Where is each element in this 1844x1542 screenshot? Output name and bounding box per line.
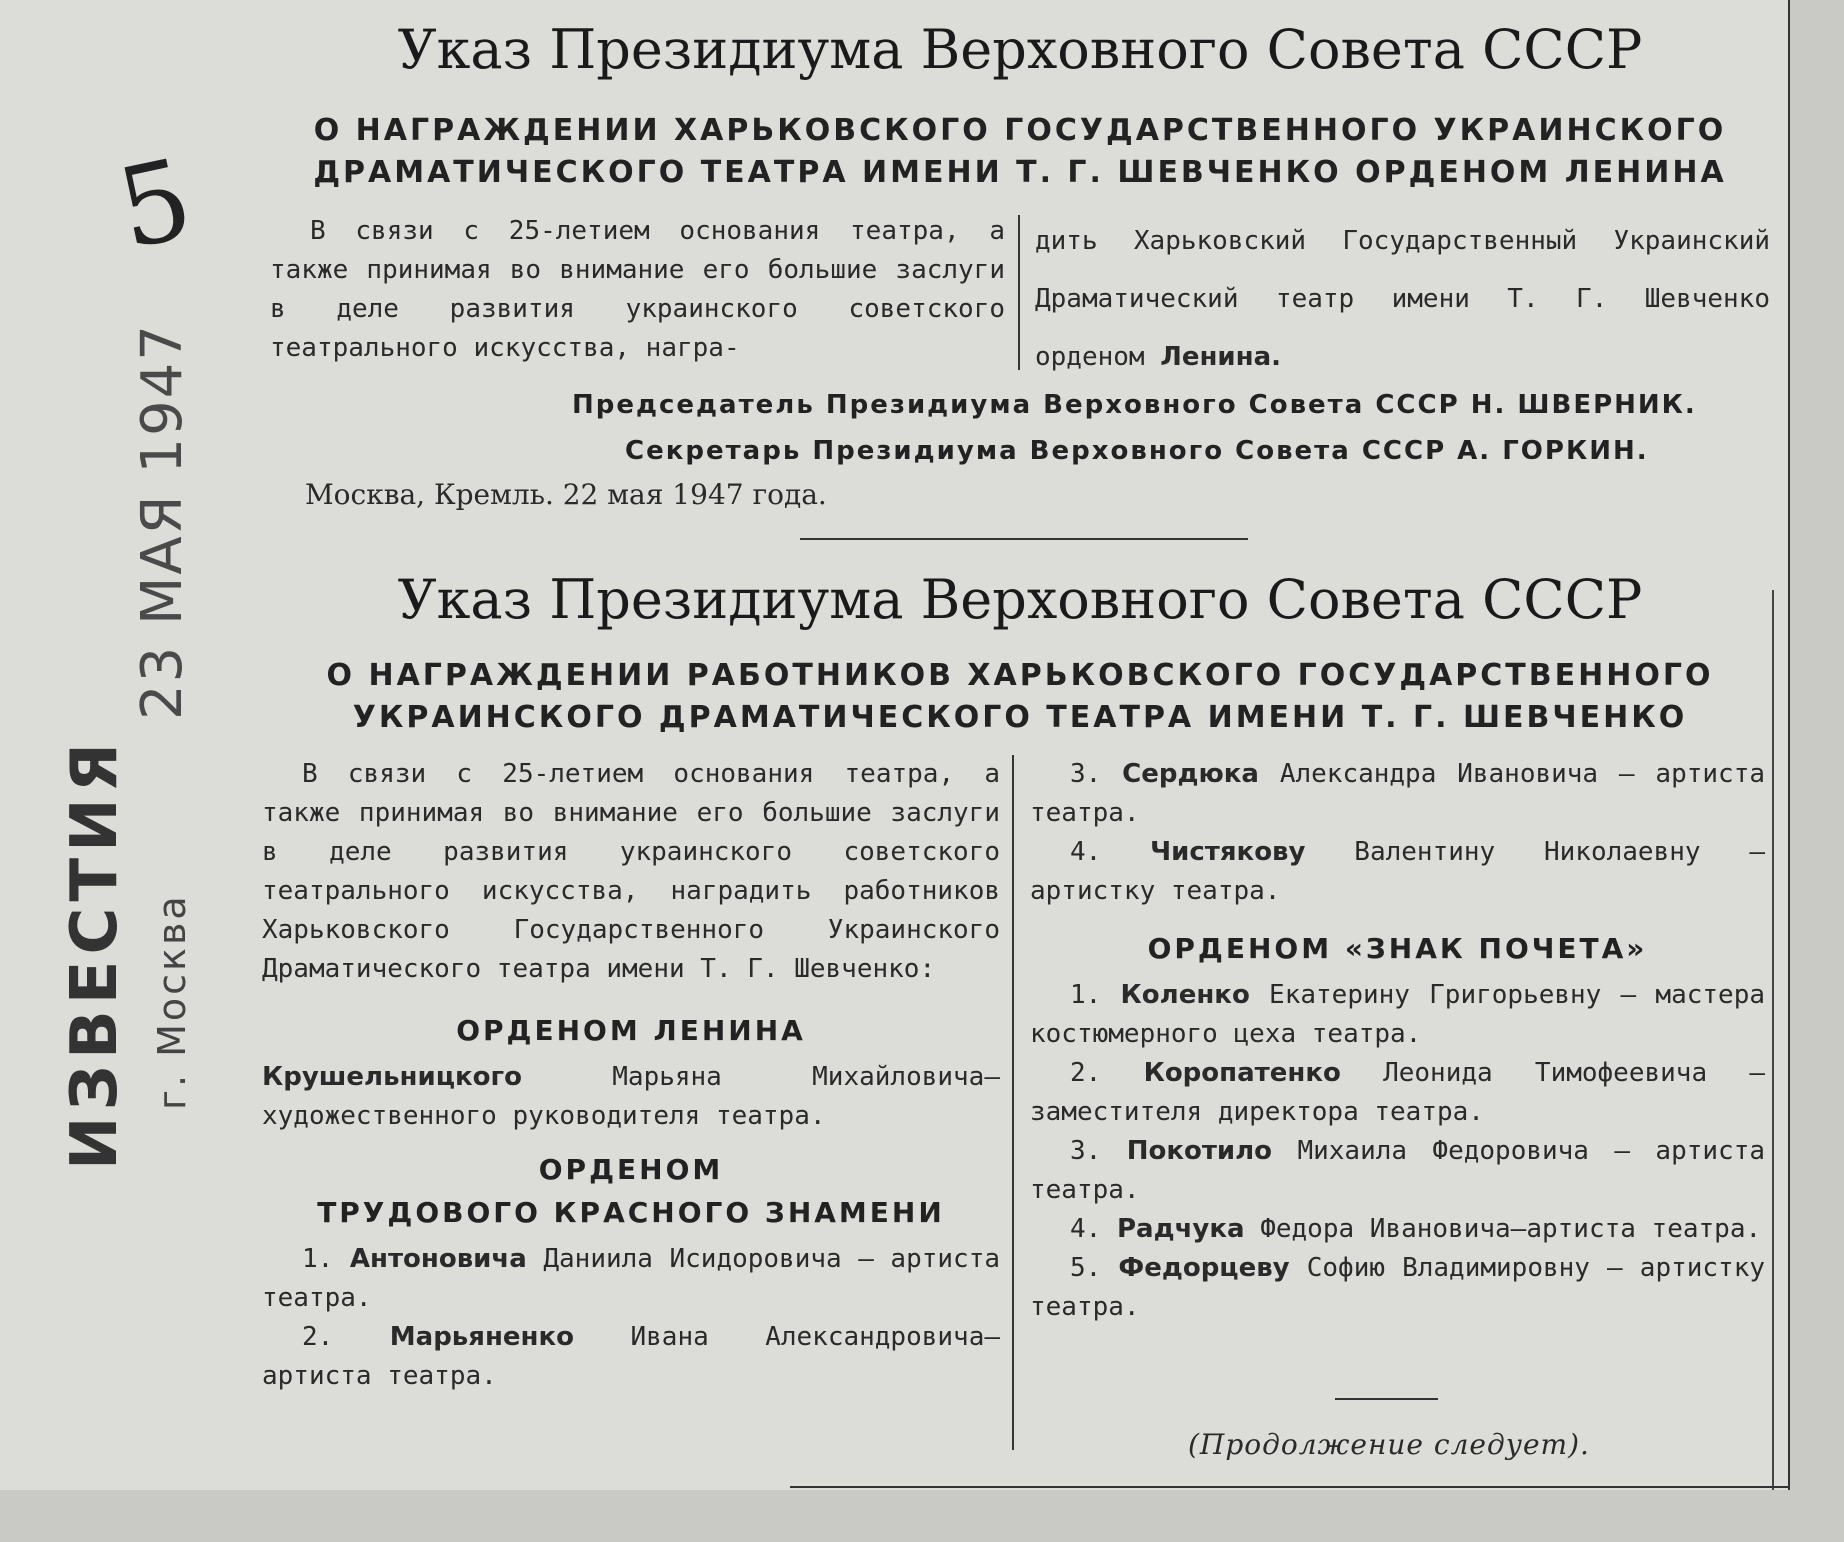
znak-awardee-1: 1. Коленко Екатерину Григорьевну — мастера костюмерного цеха театра.	[1030, 980, 1766, 1049]
order-trud-heading-1: ОРДЕНОМ	[538, 1153, 724, 1186]
decree1-text-right	[1035, 212, 1770, 386]
decree1-text-left	[270, 212, 1005, 368]
lenin-awardee: Крушельницкого Марьяна Михайловича— художественного руководителя театра.	[262, 1062, 1000, 1131]
continued-note: (Продолжение следует).	[1188, 1428, 1590, 1461]
decree1-paragraph-left: В связи с 25-летием основания театра, а также принимая во внимание его большие заслуги в деле развития украинского советского театрального искусства, награ-	[270, 216, 1005, 363]
date-stamp: 23 МАЯ 1947	[130, 323, 195, 720]
trud-awardee-4: 4. Чистякову Валентину Николаевну — артистку театра.	[1030, 837, 1766, 906]
order-trud-heading-2: ТРУДОВОГО КРАСНОГО ЗНАМЕНИ	[317, 1196, 945, 1229]
trud-awardee-1: 1. Антоновича Даниила Исидоровича — артиста театра.	[262, 1244, 1001, 1313]
right-border	[1788, 0, 1790, 1490]
decree2-left-column	[262, 755, 1000, 1396]
decree1-subtitle-line2: ДРАМАТИЧЕСКОГО ТЕАТРА ИМЕНИ Т. Г. ШЕВЧЕНКО ОРДЕНОМ ЛЕНИНА	[313, 155, 1727, 190]
decree1-paragraph-right: дить Харьковский Государственный Украинский Драматический театр имени Т. Г. Шевченко орденом	[1035, 226, 1770, 372]
decree2-subtitle-line1: О НАГРАЖДЕНИИ РАБОТНИКОВ ХАРЬКОВСКОГО ГОСУДАРСТВЕННОГО	[326, 658, 1714, 693]
decree1-title: Указ Президиума Верховного Совета СССР	[397, 18, 1643, 81]
znak-awardee-3: 3. Покотило Михаила Федоровича — артиста театра.	[1030, 1136, 1765, 1205]
znak-awardee-5: 5. Федорцеву Софию Владимировну — артистку театра.	[1030, 1253, 1766, 1322]
end-separator	[1335, 1398, 1438, 1400]
decree1-signature-chairman: Председатель Президиума Верховного Совета СССР Н. ШВЕРНИК.	[572, 390, 1697, 420]
decree1-column-rule	[1018, 215, 1020, 370]
decree2-right-column	[1030, 755, 1765, 1327]
order-lenin-heading: ОРДЕНОМ ЛЕНИНА	[456, 1014, 806, 1047]
trud-awardee-2: 2. Марьяненко Ивана Александровича— артиста театра.	[262, 1322, 1001, 1391]
newspaper-name-stamp: ИЗВЕСТИЯ	[58, 737, 132, 1170]
trud-awardee-3: 3. Сердюка Александра Ивановича — артиста театра.	[1030, 759, 1766, 828]
decree2-intro: В связи с 25-летием основания театра, а также принимая во внимание его большие заслуги в деле развития украинского советского театрального искусства, наградить работников Харьковского Государственного Украинского Драматического театра имени Т. Г. Шевченко:	[262, 759, 1000, 984]
order-znak-heading: ОРДЕНОМ «ЗНАК ПОЧЕТА»	[1147, 932, 1648, 965]
city-stamp: г. Москва	[150, 893, 194, 1110]
decree2-title: Указ Президиума Верховного Совета СССР	[397, 568, 1643, 631]
handwritten-number: 5	[107, 134, 203, 274]
decree1-order-name: Ленина.	[1160, 342, 1282, 372]
decree1-signature-secretary: Секретарь Президиума Верховного Совета СССР А. ГОРКИН.	[625, 436, 1649, 466]
decree1-subtitle-line1: О НАГРАЖДЕНИИ ХАРЬКОВСКОГО ГОСУДАРСТВЕННОГО УКРАИНСКОГО	[313, 113, 1727, 148]
bottom-border	[790, 1486, 1790, 1488]
decree-separator	[800, 538, 1248, 540]
decree2-column-rule	[1012, 755, 1014, 1450]
decree2-subtitle-line2: УКРАИНСКОГО ДРАМАТИЧЕСКОГО ТЕАТРА ИМЕНИ Т. Г. ШЕВЧЕНКО	[352, 700, 1688, 735]
znak-awardee-2: 2. Коропатенко Леонида Тимофеевича — заместителя директора театра.	[1030, 1058, 1765, 1127]
znak-awardee-4: 4. Радчука Федора Ивановича—артиста театра.	[1070, 1214, 1762, 1244]
decree1-place-date: Москва, Кремль. 22 мая 1947 года.	[305, 478, 827, 511]
